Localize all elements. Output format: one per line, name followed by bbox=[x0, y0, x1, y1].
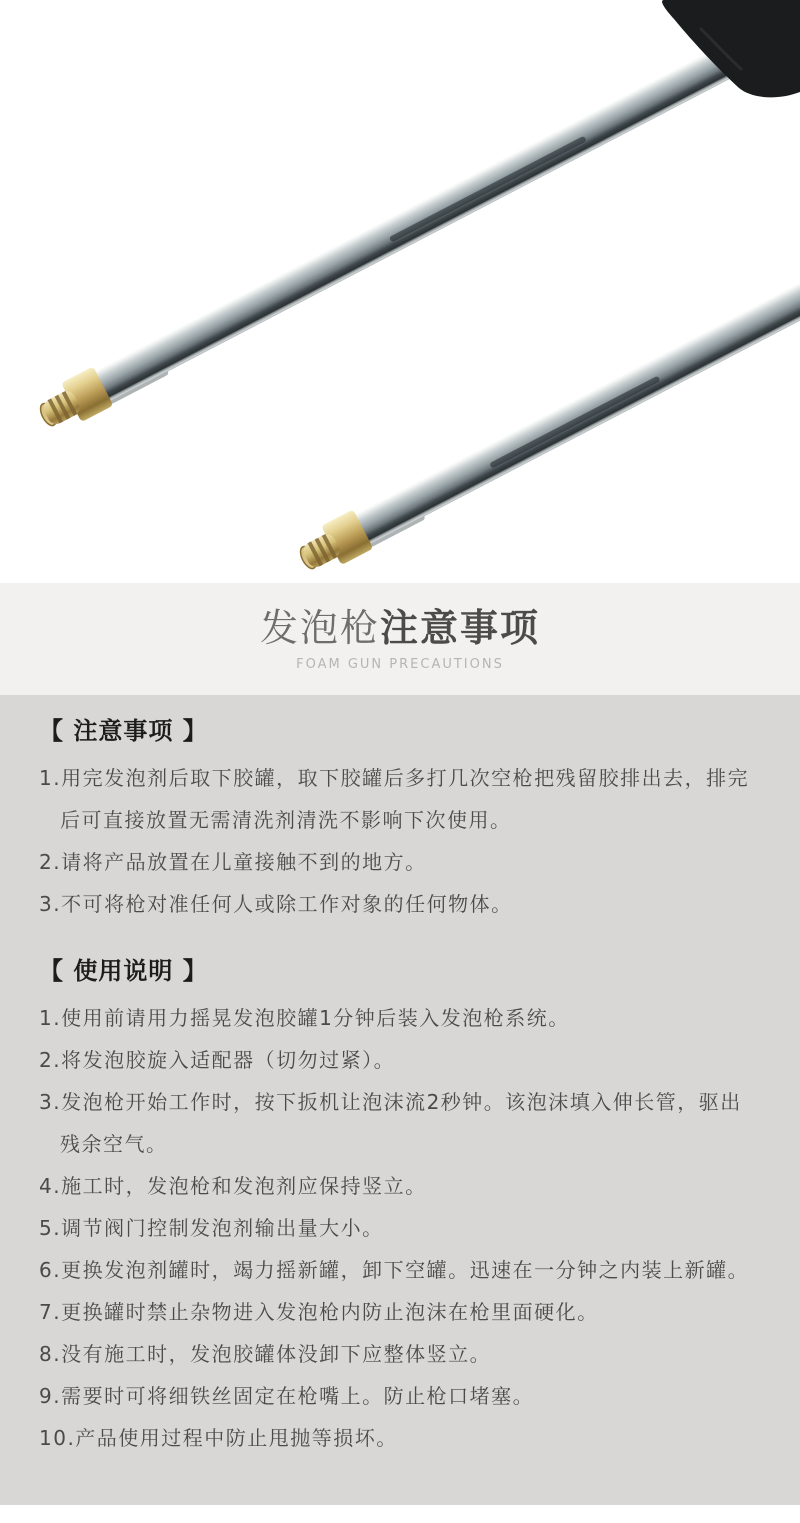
product-photo-section bbox=[0, 0, 800, 583]
foam-gun-extension-tubes-photo bbox=[0, 0, 800, 583]
instructions-body bbox=[0, 695, 800, 1505]
usage-item: 3.发泡枪开始工作时，按下扳机让泡沫流2秒钟。该泡沫填入伸长管，驱出残余空气。 bbox=[39, 1090, 742, 1156]
precautions-list bbox=[39, 757, 755, 925]
usage-heading: 【 使用说明 】 bbox=[39, 957, 208, 985]
bottom-white-strip bbox=[0, 1505, 800, 1523]
usage-item: 4.施工时，发泡枪和发泡剂应保持竖立。 bbox=[39, 1174, 427, 1198]
lower-chrome-extension-tube bbox=[293, 262, 800, 580]
title-band bbox=[0, 583, 800, 695]
tube-slot-groove bbox=[489, 376, 660, 469]
precaution-item: 1.用完发泡剂后取下胶罐，取下胶罐后多打几次空枪把残留胶排出去，排完后可直接放置无需清洗剂清洗不影响下次使用。 bbox=[39, 766, 750, 832]
usage-item: 5.调节阀门控制发泡剂输出量大小。 bbox=[39, 1216, 384, 1240]
usage-item: 7.更换罐时禁止杂物进入发泡枪内防止泡沫在枪里面硬化。 bbox=[39, 1300, 599, 1324]
usage-item: 2.将发泡胶旋入适配器（切勿过紧）。 bbox=[39, 1048, 396, 1072]
usage-item: 9.需要时可将细铁丝固定在枪嘴上。防止枪口堵塞。 bbox=[39, 1384, 535, 1408]
page-title bbox=[260, 606, 540, 650]
usage-item: 8.没有施工时，发泡胶罐体没卸下应整体竖立。 bbox=[39, 1342, 492, 1366]
usage-list bbox=[39, 997, 755, 1459]
page-title-emphasis: 注意事项 bbox=[380, 606, 541, 650]
page-title-prefix: 发泡枪 bbox=[259, 606, 380, 650]
precaution-item: 3.不可将枪对准任何人或除工作对象的任何物体。 bbox=[39, 892, 513, 916]
tube-slot-groove bbox=[389, 136, 587, 243]
page-subtitle: FOAM GUN PRECAUTIONS bbox=[296, 657, 504, 672]
precautions-heading: 【 注意事项 】 bbox=[39, 717, 208, 745]
usage-item: 6.更换发泡剂罐时，竭力摇新罐，卸下空罐。迅速在一分钟之内装上新罐。 bbox=[39, 1258, 750, 1282]
precaution-item: 2.请将产品放置在儿童接触不到的地方。 bbox=[39, 850, 427, 874]
usage-item: 10.产品使用过程中防止甩抛等损坏。 bbox=[39, 1426, 398, 1450]
usage-item: 1.使用前请用力摇晃发泡胶罐1分钟后装入发泡枪系统。 bbox=[39, 1006, 570, 1030]
